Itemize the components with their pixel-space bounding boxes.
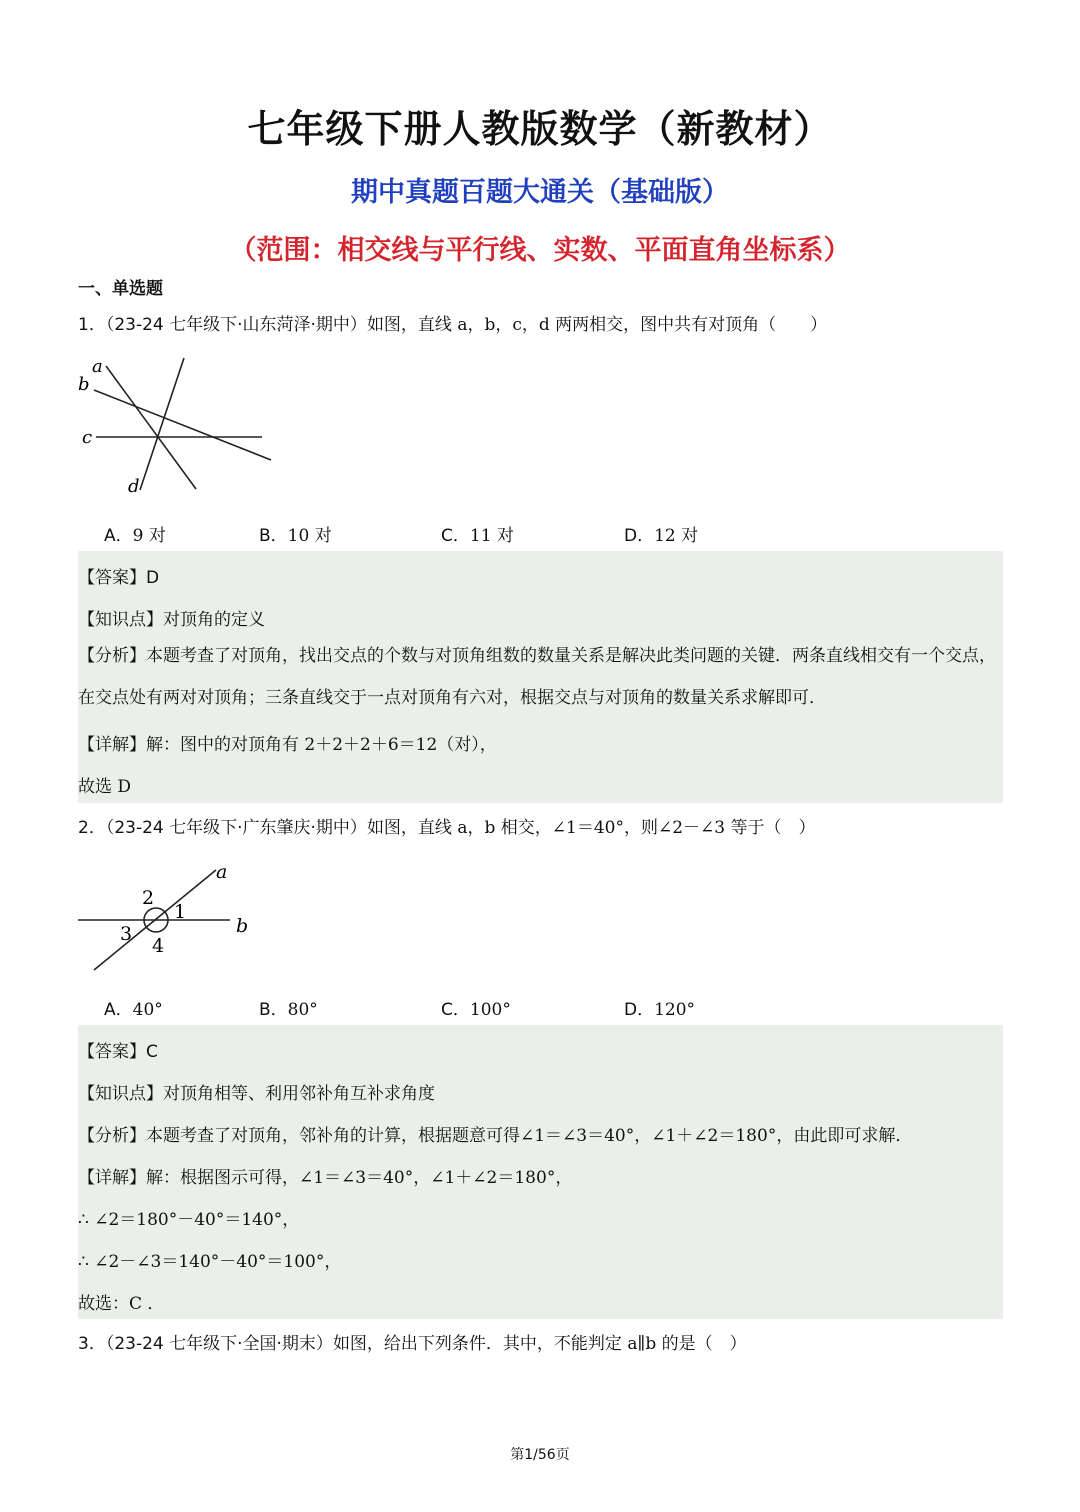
question-2-option-d: D．120° bbox=[624, 1000, 696, 1020]
question-2-knowledge: 【知识点】对顶角相等、利用邻补角互补求角度 bbox=[78, 1084, 435, 1104]
question-1-solution bbox=[78, 551, 1003, 803]
question-1-option-d: D．12 对 bbox=[624, 526, 699, 546]
question-2-number: 2． bbox=[78, 818, 106, 838]
section-heading: 一、单选题 bbox=[78, 279, 163, 299]
question-2-stem: 如图，直线 a，b 相交，∠1＝40°，则∠2－∠3 等于（ ） bbox=[366, 818, 816, 838]
line-b bbox=[94, 390, 271, 460]
question-1-analysis: 【分析】本题考查了对顶角，找出交点的个数与对顶角组数的数量关系是解决此类问题的关键．两条直线相交有一个交点，在交点处有两对对顶角；三条直线交于一点对顶角有六对，根据交点与对顶角的数量关系求解即可． bbox=[78, 646, 996, 708]
question-2-answer: 【答案】C bbox=[78, 1042, 158, 1062]
line-d bbox=[140, 358, 184, 490]
question-1-answer: 【答案】D bbox=[78, 568, 160, 588]
question-2-option-c: C．100° bbox=[441, 1000, 511, 1020]
label-b: b bbox=[236, 915, 249, 937]
label-c: c bbox=[82, 427, 93, 448]
question-2-conclusion: 故选：C ． bbox=[78, 1294, 165, 1314]
question-1-option-c: C．11 对 bbox=[441, 526, 514, 546]
question-1-figure bbox=[76, 352, 286, 500]
line-a bbox=[106, 366, 196, 489]
label-b: b bbox=[78, 374, 90, 395]
label-angle-4: 4 bbox=[152, 935, 165, 957]
label-angle-1: 1 bbox=[174, 901, 187, 923]
question-2-analysis: 【分析】本题考查了对顶角，邻补角的计算，根据题意可得∠1＝∠3＝40°，∠1＋∠2＝180°，由此即可求解． bbox=[78, 1126, 913, 1146]
question-1-knowledge: 【知识点】对顶角的定义 bbox=[78, 610, 265, 630]
question-2-step-1: ∴ ∠2＝180°－40°＝140°， bbox=[78, 1210, 300, 1230]
question-3-stem: 如图，给出下列条件．其中，不能判定 a∥b 的是（ ） bbox=[332, 1334, 747, 1354]
question-2-detail: 【详解】解：根据图示可得，∠1＝∠3＝40°，∠1＋∠2＝180°， bbox=[78, 1168, 573, 1188]
question-2-option-b: B．80° bbox=[259, 1000, 318, 1020]
page-number: 第1/56页 bbox=[510, 1447, 570, 1463]
label-angle-2: 2 bbox=[142, 887, 155, 909]
question-1-stem: 如图，直线 a，b，c，d 两两相交，图中共有对顶角（ ） bbox=[366, 315, 828, 335]
document-subtitle: 期中真题百题大通关（基础版） bbox=[351, 177, 729, 208]
question-1-option-a: A．9 对 bbox=[104, 526, 166, 546]
question-3-number: 3． bbox=[78, 1334, 106, 1354]
question-2-solution bbox=[78, 1025, 1003, 1319]
label-d: d bbox=[128, 476, 140, 497]
question-1-number: 1． bbox=[78, 315, 106, 335]
document-title: 七年级下册人教版数学（新教材） bbox=[247, 107, 833, 151]
question-2-step-2: ∴ ∠2－∠3＝140°－40°＝100°， bbox=[78, 1252, 342, 1272]
question-1-conclusion: 故选 D bbox=[78, 777, 132, 797]
question-2-figure bbox=[76, 856, 266, 976]
question-1-option-b: B．10 对 bbox=[259, 526, 332, 546]
question-3-source: （23-24 七年级下·全国·期末） bbox=[105, 1334, 333, 1354]
question-2-source: （23-24 七年级下·广东肇庆·期中） bbox=[105, 818, 367, 838]
question-1-source: （23-24 七年级下·山东菏泽·期中） bbox=[105, 315, 367, 335]
label-a: a bbox=[92, 356, 103, 377]
question-1-stem-line bbox=[78, 310, 827, 335]
question-3-stem-line bbox=[78, 1329, 747, 1354]
question-1-detail: 【详解】解：图中的对顶角有 2＋2＋2＋6＝12（对）， bbox=[78, 735, 497, 755]
document-scope: （范围：相交线与平行线、实数、平面直角坐标系） bbox=[229, 235, 851, 266]
question-2-option-a: A．40° bbox=[104, 1000, 163, 1020]
label-angle-3: 3 bbox=[120, 923, 133, 945]
label-a: a bbox=[216, 861, 228, 883]
question-2-stem-line bbox=[78, 813, 815, 838]
